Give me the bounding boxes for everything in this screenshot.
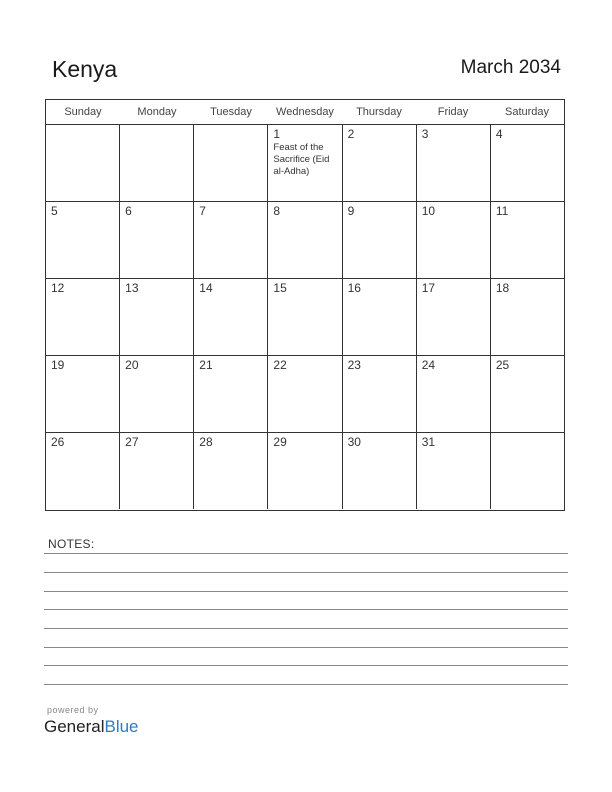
day-cell <box>46 279 120 355</box>
day-cell <box>491 433 564 509</box>
notes-line <box>44 572 568 573</box>
day-number: 3 <box>421 127 429 141</box>
day-number: 19 <box>51 358 65 372</box>
day-cell <box>46 433 120 509</box>
day-cell <box>120 356 194 432</box>
day-number: 14 <box>199 281 213 295</box>
day-cell <box>120 279 194 355</box>
day-cell <box>194 202 268 278</box>
weekday-sunday: Sunday <box>64 106 102 118</box>
notes-label: NOTES: <box>48 537 95 551</box>
day-number: 25 <box>495 358 510 372</box>
day-cell <box>268 356 342 432</box>
day-cell <box>46 125 120 201</box>
day-number: 1 <box>273 127 281 141</box>
day-cell <box>491 356 564 432</box>
week-row-4 <box>46 356 564 433</box>
brand-blue: Blue <box>104 717 139 736</box>
day-number: 6 <box>125 204 132 218</box>
day-cell <box>194 125 268 201</box>
day-number: 13 <box>125 281 139 295</box>
notes-line <box>44 591 568 592</box>
weekday-friday: Friday <box>437 106 469 118</box>
calendar-grid <box>45 99 565 511</box>
day-number: 29 <box>273 435 287 449</box>
day-cell <box>343 433 417 509</box>
day-cell <box>268 279 342 355</box>
notes-line <box>44 609 568 610</box>
generalblue-logo[interactable] <box>44 717 139 737</box>
week-row-1 <box>46 125 564 202</box>
day-number: 4 <box>495 127 503 141</box>
day-cell <box>120 202 194 278</box>
day-number: 10 <box>421 204 436 218</box>
day-cell <box>268 125 342 201</box>
day-number: 12 <box>51 281 65 295</box>
day-number: 9 <box>347 204 355 218</box>
day-cell <box>194 433 268 509</box>
day-number: 26 <box>51 435 65 449</box>
week-row-3 <box>46 279 564 356</box>
day-cell <box>194 356 268 432</box>
day-number: 2 <box>347 127 355 141</box>
day-cell <box>268 433 342 509</box>
week-row-5 <box>46 433 564 509</box>
day-number: 16 <box>347 281 361 295</box>
day-cell <box>417 433 491 509</box>
holiday-event: Feast of the Sacrifice (Eid al-Adha) <box>273 142 330 177</box>
day-cell <box>194 279 268 355</box>
day-cell <box>417 125 491 201</box>
day-cell <box>343 356 417 432</box>
powered-by-text: powered by <box>47 705 99 715</box>
day-cell <box>491 202 564 278</box>
notes-line <box>44 553 568 554</box>
brand-general: General <box>44 717 105 736</box>
weekday-thursday: Thursday <box>356 106 402 118</box>
day-number: 24 <box>421 358 436 372</box>
weekday-header <box>46 100 564 125</box>
day-number: 31 <box>421 435 436 449</box>
day-number: 30 <box>347 435 361 449</box>
day-number: 11 <box>495 204 509 218</box>
day-number: 18 <box>495 281 510 295</box>
weekday-saturday: Saturday <box>504 106 550 118</box>
day-number: 7 <box>199 204 206 218</box>
notes-line <box>44 684 568 685</box>
weekday-monday: Monday <box>137 106 177 118</box>
day-cell <box>120 125 194 201</box>
notes-line <box>44 647 568 648</box>
day-number: 20 <box>125 358 139 372</box>
day-cell <box>46 202 120 278</box>
day-cell <box>268 202 342 278</box>
month-title: March 2034 <box>460 57 561 78</box>
day-cell <box>343 202 417 278</box>
day-number: 15 <box>273 281 287 295</box>
week-row-2 <box>46 202 564 279</box>
day-number: 23 <box>347 358 361 372</box>
day-cell <box>46 356 120 432</box>
day-number: 28 <box>199 435 213 449</box>
day-number: 5 <box>51 204 58 218</box>
day-number: 27 <box>125 435 139 449</box>
day-number: 8 <box>273 204 281 218</box>
day-cell <box>417 279 491 355</box>
weekday-wednesday: Wednesday <box>276 106 334 118</box>
day-cell <box>417 202 491 278</box>
day-cell <box>491 279 564 355</box>
day-number: 22 <box>273 358 287 372</box>
notes-line <box>44 665 568 666</box>
day-number: 17 <box>421 281 436 295</box>
weekday-tuesday: Tuesday <box>210 106 252 118</box>
day-cell <box>417 356 491 432</box>
day-cell <box>343 125 417 201</box>
day-number: 21 <box>199 358 213 372</box>
day-cell <box>120 433 194 509</box>
notes-line <box>44 628 568 629</box>
day-cell <box>491 125 564 201</box>
country-title: Kenya <box>52 56 118 82</box>
day-cell <box>343 279 417 355</box>
